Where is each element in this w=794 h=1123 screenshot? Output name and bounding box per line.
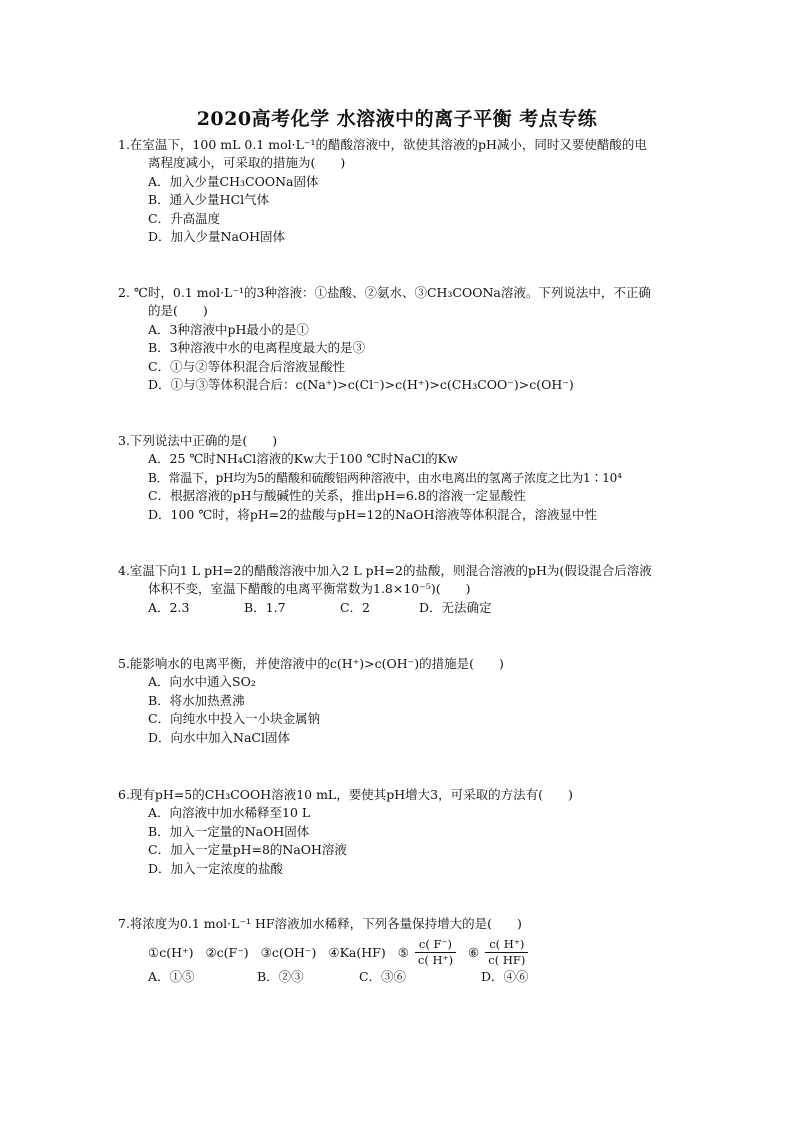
question-6	[118, 786, 703, 878]
option-a: A．向水中通入SO₂	[148, 674, 256, 690]
option-d: D．加入少量NaOH固体	[148, 229, 286, 245]
option-c: C．2	[339, 599, 370, 615]
option-c: C．向纯水中投入一小块金属钠	[148, 711, 321, 727]
quantity-item: ②c(F⁻)	[205, 944, 249, 960]
option-b: B．常温下，pH均为5的醋酸和硫酸铝两种溶液中，由水电离出的氢离子浓度之比为1∶10⁴	[148, 470, 622, 485]
question-stem: 4.室温下向1 L pH=2的醋酸溶液中加入2 L pH=2的盐酸，则混合溶液的pH为(假设混合后溶液	[118, 563, 652, 578]
quantity-item: ④Ka(HF)	[328, 944, 386, 960]
fraction-numerator: c( H⁺)	[485, 937, 528, 953]
quantity-item-6-mark: ⑥	[468, 944, 480, 960]
option-d: D．①与③等体积混合后：c(Na⁺)>c(Cl⁻)>c(H⁺)>c(CH₃COO⁻)>c(OH⁻)	[148, 377, 574, 393]
option-a: A．2.3	[148, 599, 190, 615]
option-c: C．加入一定量pH=8的NaOH溶液	[148, 842, 347, 858]
question-stem: 1.在室温下，100 mL 0.1 mol·L⁻¹的醋酸溶液中，欲使其溶液的pH减小，同时又要使醋酸的电	[118, 137, 647, 152]
question-stem: 6.现有pH=5的CH₃COOH溶液10 mL，要使其pH增大3，可采取的方法有( )	[118, 787, 573, 802]
option-d: D．加入一定浓度的盐酸	[148, 860, 284, 876]
question-stem-continued: 体积不变，室温下醋酸的电离平衡常数为1.8×10⁻⁵)( )	[148, 581, 471, 597]
option-c: C．升高温度	[148, 210, 221, 226]
option-c: C．③⑥	[358, 969, 407, 985]
question-1	[118, 136, 703, 246]
quantity-item-5-mark: ⑤	[397, 944, 409, 960]
question-stem: 7.将浓度为0.1 mol·L⁻¹ HF溶液加水稀释，下列各量保持增大的是( )	[118, 916, 522, 931]
option-b: B．加入一定量的NaOH固体	[148, 823, 310, 839]
page-title: 2020高考化学 水溶液中的离子平衡 考点专练	[196, 108, 598, 130]
question-stem-continued: 离程度减小，可采取的措施为( )	[148, 155, 346, 171]
fraction-6	[485, 937, 528, 968]
option-row	[118, 599, 703, 617]
question-stem: 3.下列说法中正确的是( )	[118, 433, 278, 448]
fraction-5	[415, 937, 456, 968]
option-c: C．根据溶液的pH与酸碱性的关系，推出pH=6.8的溶液一定显酸性	[148, 488, 526, 504]
option-b: B．②③	[256, 969, 304, 985]
option-b: B．将水加热煮沸	[148, 692, 245, 708]
option-a: A．25 ℃时NH₄Cl溶液的Kw大于100 ℃时NaCl的Kw	[148, 451, 458, 467]
option-d: D．向水中加入NaCl固体	[148, 729, 290, 745]
option-d: D．④⑥	[480, 969, 529, 985]
question-stem: 2. ℃时，0.1 mol·L⁻¹的3种溶液：①盐酸、②氨水、③CH₃COONa溶液。下列说法中，不正确	[118, 285, 651, 300]
fraction-numerator: c( F⁻)	[415, 937, 456, 953]
option-a: A．向溶液中加水稀释至10 L	[148, 805, 311, 821]
option-a: A．3种溶液中pH最小的是①	[148, 321, 309, 337]
option-b: B．3种溶液中水的电离程度最大的是③	[148, 340, 366, 356]
option-a: A．加入少量CH₃COONa固体	[148, 173, 319, 189]
option-a: A．①⑤	[148, 969, 195, 985]
option-d: D．100 ℃时，将pH=2的盐酸与pH=12的NaOH溶液等体积混合，溶液显中性	[148, 506, 597, 522]
option-b: B．通入少量HCl气体	[148, 192, 270, 208]
question-stem-continued: 的是( )	[148, 303, 208, 319]
quantity-item: ③c(OH⁻)	[260, 944, 317, 960]
quantity-item: ①c(H⁺)	[148, 944, 194, 960]
question-4	[118, 562, 703, 617]
option-d: D．无法确定	[418, 599, 492, 615]
option-b: B．1.7	[243, 599, 286, 615]
fraction-denominator: c( HF)	[488, 953, 526, 968]
question-5	[118, 655, 703, 747]
option-c: C．①与②等体积混合后溶液显酸性	[148, 358, 346, 374]
question-stem: 5.能影响水的电离平衡，并使溶液中的c(H⁺)>c(OH⁻)的措施是( )	[118, 656, 504, 671]
question-7	[118, 915, 703, 987]
question-3	[118, 432, 703, 524]
fraction-denominator: c( H⁺)	[417, 953, 454, 968]
question-2	[118, 284, 703, 394]
option-row	[118, 968, 703, 986]
quantity-list	[118, 937, 703, 968]
